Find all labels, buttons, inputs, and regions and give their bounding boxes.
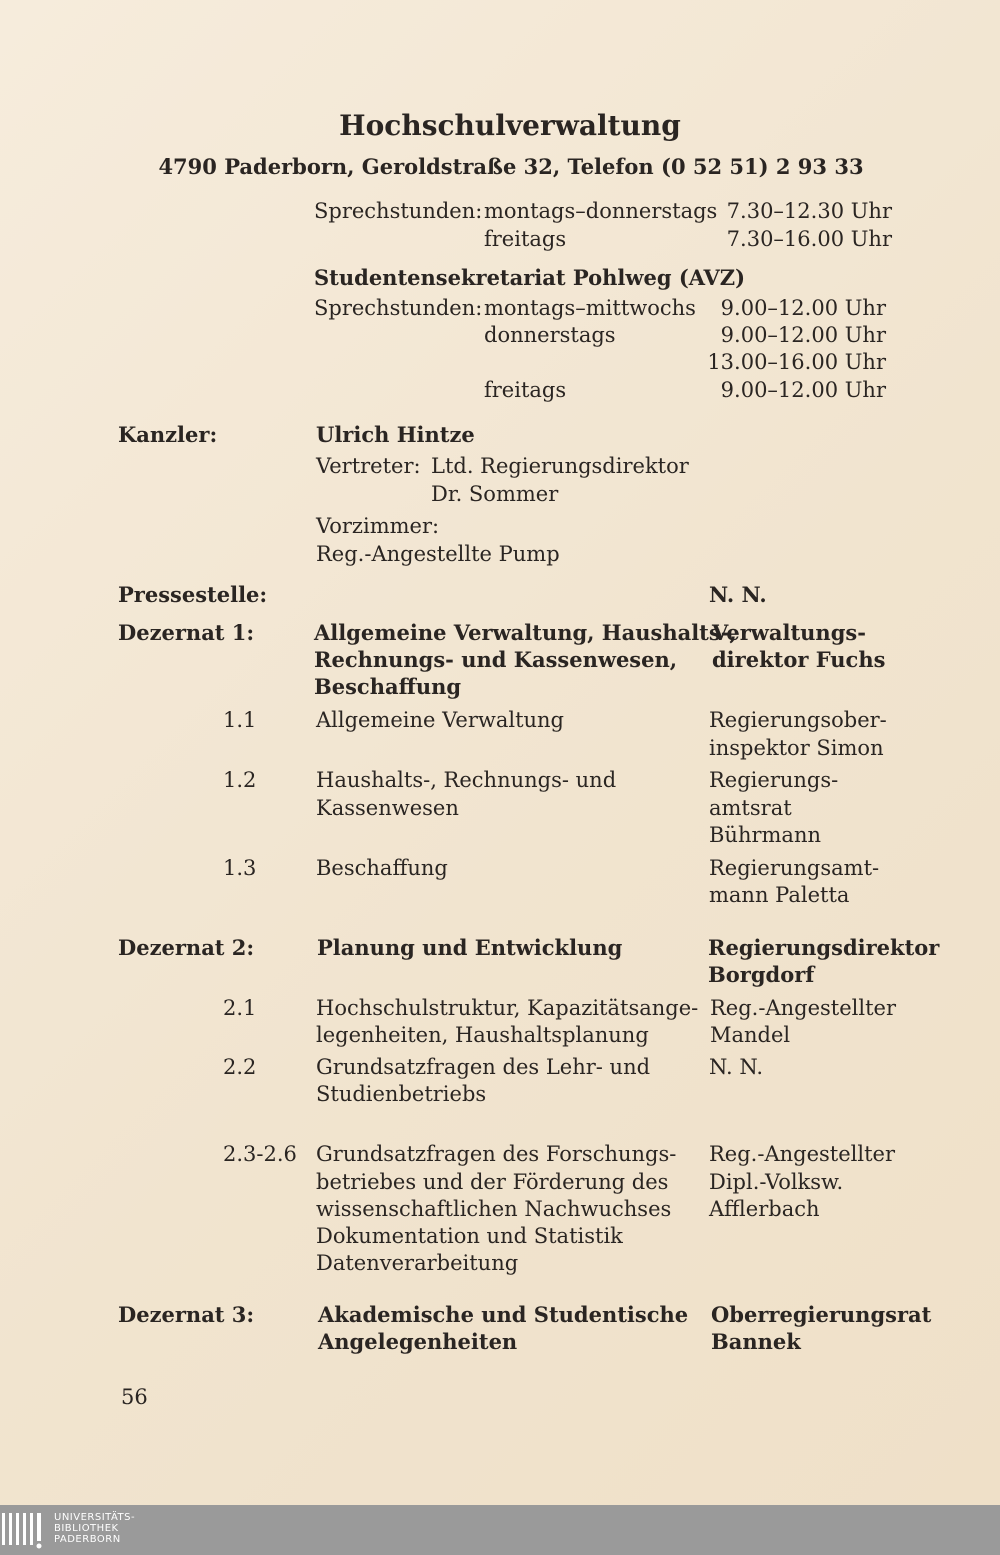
pressestelle-person: N. N. — [709, 582, 767, 607]
vorzimmer-label: Vorzimmer: — [316, 514, 440, 538]
sekretariat-time: 13.00–16.00 Uhr — [707, 350, 886, 374]
sub-line: betriebes und der Förderung des — [316, 1170, 669, 1194]
sub-line: Studienbetriebs — [316, 1082, 487, 1106]
sub-person: Regierungsamt- — [709, 856, 880, 880]
sub-number: 1.1 — [223, 708, 257, 732]
dezernat-1-person-line: Verwaltungs- — [712, 620, 866, 645]
dezernat-1-title-line: Rechnungs- und Kassenwesen, — [314, 647, 678, 672]
vertreter-line: Dr. Sommer — [431, 482, 559, 506]
logo-text-line: UNIVERSITÄTS- — [54, 1512, 136, 1523]
sub-line: Grundsatzfragen des Lehr- und — [316, 1055, 651, 1079]
sub-person: Afflerbach — [709, 1197, 820, 1221]
sub-person: amtsrat — [709, 796, 792, 820]
address-line: 4790 Paderborn, Geroldstraße 32, Telefon (0 52 51) 2 93 33 — [158, 154, 864, 179]
logo-text-line: BIBLIOTHEK — [54, 1523, 119, 1534]
kanzler-name: Ulrich Hintze — [316, 422, 475, 447]
hours-time: 7.30–12.30 Uhr — [726, 199, 892, 223]
sub-line: Hochschulstruktur, Kapazitätsange- — [316, 996, 699, 1020]
sub-person: Reg.-Angestellter — [710, 996, 896, 1020]
sub-line: Allgemeine Verwaltung — [316, 708, 565, 732]
library-logo-icon — [0, 1511, 48, 1549]
dezernat-3-title-line: Angelegenheiten — [318, 1329, 518, 1354]
dezernat-1-label: Dezernat 1: — [118, 620, 255, 645]
vertreter-label: Vertreter: — [316, 454, 421, 478]
hours-day: freitags — [484, 227, 567, 251]
kanzler-label: Kanzler: — [118, 422, 218, 447]
dezernat-2-person-line: Borgdorf — [708, 962, 815, 987]
sub-line: Grundsatzfragen des Forschungs- — [316, 1142, 677, 1166]
sekretariat-day: freitags — [484, 378, 567, 402]
dezernat-3-person-line: Oberregierungsrat — [711, 1302, 932, 1327]
sekretariat-time: 9.00–12.00 Uhr — [720, 378, 886, 402]
vertreter-line: Ltd. Regierungsdirektor — [431, 454, 689, 478]
dezernat-3-person-line: Bannek — [711, 1329, 801, 1354]
sub-number: 2.3-2.6 — [223, 1142, 297, 1166]
dezernat-2-label: Dezernat 2: — [118, 935, 255, 960]
sekretariat-day: donnerstags — [484, 323, 616, 347]
sekretariat-day: montags–mittwochs — [484, 296, 696, 320]
hours-label: Sprechstunden: — [314, 199, 483, 223]
sekretariat-hours-label: Sprechstunden: — [314, 296, 483, 320]
dezernat-2-person-line: Regierungsdirektor — [708, 935, 940, 960]
sub-person: mann Paletta — [709, 883, 850, 907]
library-logo-text — [54, 1512, 135, 1545]
sub-person: Reg.-Angestellter — [709, 1142, 895, 1166]
sub-person: Regierungs- — [709, 768, 839, 792]
sub-number: 1.2 — [223, 768, 257, 792]
sekretariat-title: Studentensekretariat Pohlweg (AVZ) — [314, 265, 746, 290]
sub-person: Dipl.-Volksw. — [709, 1170, 844, 1194]
sub-person: Mandel — [710, 1023, 791, 1047]
dezernat-1-title-line: Allgemeine Verwaltung, Haushalts-, — [314, 620, 737, 645]
sub-number: 1.3 — [223, 856, 257, 880]
sub-line: Beschaffung — [316, 856, 448, 880]
sekretariat-time: 9.00–12.00 Uhr — [720, 296, 886, 320]
dezernat-1-person-line: direktor Fuchs — [712, 647, 886, 672]
dezernat-2-title-line: Planung und Entwicklung — [317, 935, 623, 960]
library-footer-bar — [0, 1505, 1000, 1555]
hours-day: montags–donnerstags — [484, 199, 718, 223]
sub-person: Regierungsober- — [709, 708, 887, 732]
logo-text-line: PADERBORN — [54, 1534, 121, 1545]
sub-number: 2.1 — [223, 996, 257, 1020]
sub-line: wissenschaftlichen Nachwuchses — [316, 1197, 672, 1221]
page-title: Hochschulverwaltung — [339, 109, 681, 142]
dezernat-3-title-line: Akademische und Studentische — [318, 1302, 689, 1327]
sub-line: legenheiten, Haushaltsplanung — [316, 1023, 649, 1047]
pressestelle-label: Pressestelle: — [118, 582, 268, 607]
sub-line: Kassenwesen — [316, 796, 459, 820]
sub-person: Bührmann — [709, 823, 822, 847]
sub-person: N. N. — [709, 1055, 764, 1079]
page-number: 56 — [121, 1385, 148, 1409]
hours-time: 7.30–16.00 Uhr — [726, 227, 892, 251]
sub-line: Dokumentation und Statistik — [316, 1224, 623, 1248]
vorzimmer-person: Reg.-Angestellte Pump — [316, 542, 560, 566]
sub-line: Datenverarbeitung — [316, 1251, 519, 1275]
dezernat-3-label: Dezernat 3: — [118, 1302, 255, 1327]
sub-number: 2.2 — [223, 1055, 257, 1079]
sub-person: inspektor Simon — [709, 736, 884, 760]
sekretariat-time: 9.00–12.00 Uhr — [720, 323, 886, 347]
sub-line: Haushalts-, Rechnungs- und — [316, 768, 617, 792]
dezernat-1-title-line: Beschaffung — [314, 674, 462, 699]
